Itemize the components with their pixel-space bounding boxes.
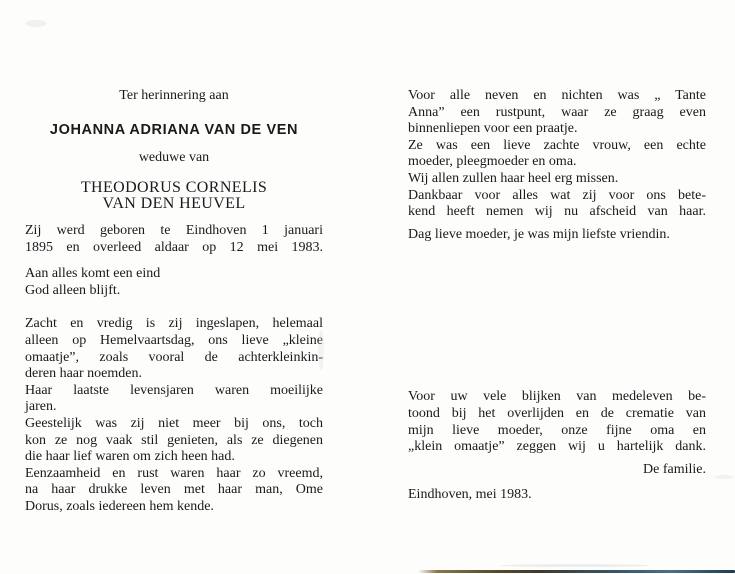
paragraph-mind: Geestelijk was zij niet meer bij ons, toch kon ze nog vaak stil genieten, als ze diegenen die haar lief waren om zich heen had. [25,415,323,465]
farewell-line: Dag lieve moeder, je was mijn liefste vriendin. [408,226,670,242]
scan-smudge [25,20,47,27]
paragraph-sweet-woman: Ze was een lieve zachte vrouw, een echte moeder, pleegmoeder en oma. [408,137,706,170]
family-signature: De familie. [643,461,706,477]
left-column [25,88,323,515]
paragraph-grateful: Dankbaar voor alles wat zij voor ons bete- kend heeft nemen wij nu afscheid van haar. [408,187,706,220]
husband-name [25,180,323,213]
place-and-date: Eindhoven, mei 1983. [408,487,532,503]
paragraph-thanks: Voor uw vele blijken van medeleven be- toond bij het overlijden en de crematie van mijn lieve moeder, onze fijne oma en „klein omaatje” zeggen wij u hartelijk dank. [408,389,706,455]
paragraph-last-years: Haar laatste levensjaren waren moeilijke jaren. [25,382,323,415]
scan-smudge [318,330,324,370]
husband-name-line2: VAN DEN HEUVEL [102,195,246,213]
paragraph-miss-her: Wij allen zullen haar heel erg missen. [408,170,619,186]
verse-paragraph: Aan alles komt een eind God alleen blijft. [25,266,161,298]
widow-of-label: weduwe van [138,150,210,166]
scan-edge-artifact [418,570,735,573]
right-column [408,88,706,504]
paragraph-loneliness: Eenzaamheid en rust waren haar zo vreemd, na haar drukke leven met haar man, Ome Dorus, zoals iedereen hem kende. [25,465,323,514]
scan-smudge [500,564,650,567]
deceased-name: JOHANNA ADRIANA VAN DE VEN [49,121,299,138]
memorial-phrase: Ter herinnering aan [119,88,229,103]
scan-smudge [714,475,734,479]
husband-name-line1: THEODORUS CORNELIS [80,178,268,196]
paragraph-tante-anna: Voor alle neven en nichten was „ Tante Anna” een rustpunt, waar ze graag even binnenliepen voor een praatje. [408,88,706,137]
paragraph-passed-away: Zacht en vredig is zij ingeslapen, helemaal alleen op Hemelvaartsdag, ons lieve „kleine omaatje”, zoals vooral de achterkleinkin- deren haar noemden. [25,316,323,382]
birth-death-paragraph: Zij werd geboren te Eindhoven 1 januari 1895 en overleed aldaar op 12 mei 1983. [25,222,323,255]
